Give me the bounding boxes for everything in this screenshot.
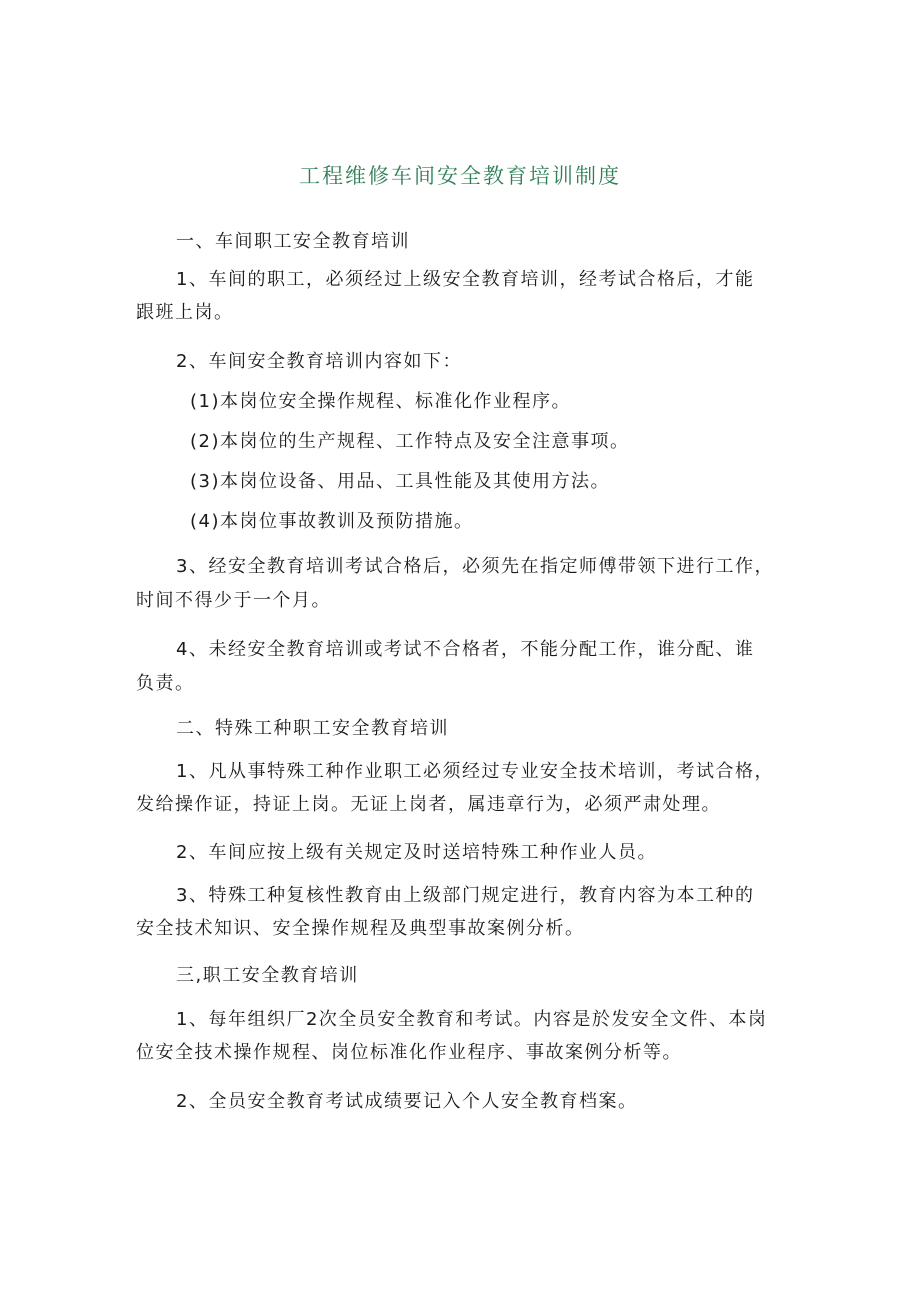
- paragraph-line: 1、车间的职工，必须经过上级安全教育培训，经考试合格后，才能: [176, 269, 755, 290]
- sub-item: (3)本岗位设备、用品、工具性能及其使用方法。: [190, 471, 610, 492]
- paragraph-line: 跟班上岗。: [136, 302, 234, 323]
- paragraph: [176, 264, 816, 296]
- sub-item: (2)本岗位的生产规程、工作特点及安全注意事项。: [190, 431, 630, 452]
- paragraph: 3、特殊工种复核性教育由上级部门规定进行，教育内容为本工种的: [176, 885, 755, 906]
- paragraph: 4、未经安全教育培训或考试不合格者，不能分配工作，谁分配、谁: [176, 639, 755, 660]
- paragraph-continuation: 时间不得少于一个月。: [136, 590, 331, 611]
- section-heading-1: 一、车间职工安全教育培训: [176, 231, 410, 252]
- paragraph-continuation: 发给操作证，持证上岗。无证上岗者，属违章行为，必须严肃处理。: [136, 794, 721, 815]
- paragraph: 3、经安全教育培训考试合格后，必须先在指定师傅带领下进行工作，: [176, 556, 774, 577]
- sub-item: (1)本岗位安全操作规程、标准化作业程序。: [190, 391, 571, 412]
- paragraph-continuation: 负责。: [136, 673, 195, 694]
- paragraph: 2、全员安全教育考试成绩要记入个人安全教育档案。: [176, 1091, 638, 1112]
- paragraph-continuation: 安全技术知识、安全操作规程及典型事故案例分析。: [136, 918, 585, 939]
- section-heading-2: 二、特殊工种职工安全教育培训: [176, 718, 449, 739]
- paragraph-continuation: 位安全技术操作规程、岗位标准化作业程序、事故案例分析等。: [136, 1042, 682, 1063]
- sub-item: (4)本岗位事故教训及预防措施。: [190, 511, 474, 532]
- paragraph: 1、每年组织厂2次全员安全教育和考试。内容是於发安全文件、本岗: [176, 1009, 768, 1030]
- paragraph: 2、车间应按上级有关规定及时送培特殊工种作业人员。: [176, 842, 657, 863]
- paragraph: 1、凡从事特殊工种作业职工必须经过专业安全技术培训，考试合格，: [176, 761, 774, 782]
- paragraph-continuation: [136, 297, 776, 329]
- paragraph: 2、车间安全教育培训内容如下：: [176, 351, 462, 372]
- document-title: 工程维修车间安全教育培训制度: [299, 164, 621, 188]
- section-heading-3: 三,职工安全教育培训: [176, 965, 359, 986]
